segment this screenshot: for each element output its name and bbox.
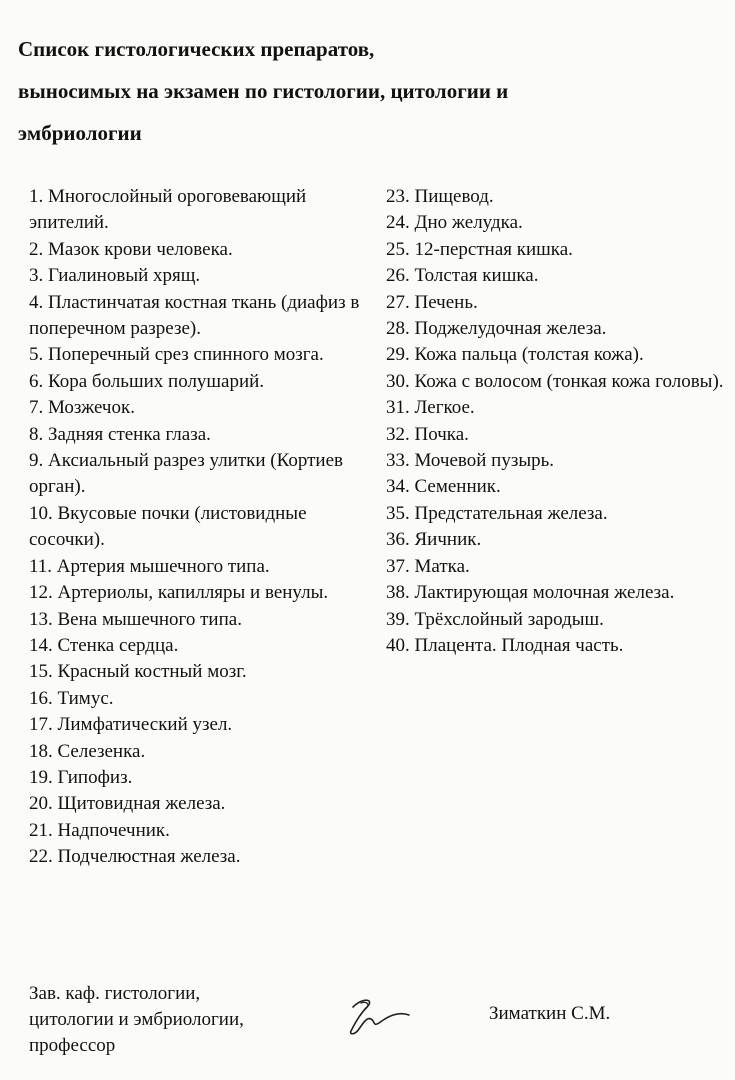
- position-line-2: цитологии и эмбриологии,: [29, 1009, 244, 1030]
- list-item: 9. Аксиальный разрез улитки (Кортиев орган).: [29, 450, 343, 498]
- title-line-3: эмбриологии: [18, 121, 142, 145]
- list-item: 26. Толстая кишка.: [386, 265, 539, 287]
- list-item: 30. Кожа с волосом (тонкая кожа головы).: [386, 370, 724, 392]
- list-item: 21. Надпочечник.: [29, 819, 170, 841]
- document-title: [18, 28, 708, 154]
- list-item: 7. Мозжечок.: [29, 397, 135, 419]
- list-item: 5. Поперечный срез спинного мозга.: [29, 344, 324, 366]
- list-item: 39. Трёхслойный зародыш.: [386, 608, 604, 630]
- list-item: 24. Дно желудка.: [386, 212, 523, 234]
- list-item: 36. Яичник.: [386, 529, 482, 551]
- list-item: 27. Печень.: [386, 291, 478, 313]
- signature-icon: [345, 993, 415, 1037]
- signatory-position: [29, 981, 299, 1059]
- position-line-1: Зав. каф. гистологии,: [29, 983, 201, 1004]
- list-item: 16. Тимус.: [29, 687, 114, 709]
- list-item: 20. Щитовидная железа.: [29, 793, 226, 815]
- title-line-2: выносимых на экзамен по гистологии, цитологии и: [18, 79, 509, 103]
- specimen-list-left: [29, 184, 374, 871]
- list-item: 15. Красный костный мозг.: [29, 661, 247, 683]
- list-item: 3. Гиалиновый хрящ.: [29, 265, 201, 287]
- list-item: 35. Предстательная железа.: [386, 502, 608, 524]
- signatory-name: Зиматкин С.М.: [489, 1003, 611, 1024]
- list-item: 28. Поджелудочная железа.: [386, 318, 607, 340]
- title-line-1: Список гистологических препаратов,: [18, 37, 375, 61]
- list-item: 33. Мочевой пузырь.: [386, 450, 555, 472]
- list-item: 23. Пищевод.: [386, 186, 494, 207]
- list-item: 31. Легкое.: [386, 397, 475, 419]
- list-item: 11. Артерия мышечного типа.: [29, 555, 270, 577]
- list-item: 4. Пластинчатая костная ткань (диафиз в поперечном разрезе).: [29, 291, 360, 340]
- list-item: 32. Почка.: [386, 423, 469, 445]
- list-item: 34. Семенник.: [386, 476, 501, 498]
- list-item: 14. Стенка сердца.: [29, 634, 179, 656]
- list-item: 17. Лимфатический узел.: [29, 714, 233, 736]
- list-item: 38. Лактирующая молочная железа.: [386, 582, 675, 604]
- list-item: 18. Селезенка.: [29, 740, 146, 762]
- list-item: 22. Подчелюстная железа.: [29, 846, 241, 868]
- list-item: 13. Вена мышечного типа.: [29, 608, 242, 630]
- list-item: 40. Плацента. Плодная часть.: [386, 634, 624, 656]
- list-item: 29. Кожа пальца (толстая кожа).: [386, 344, 644, 366]
- list-item: 19. Гипофиз.: [29, 766, 133, 788]
- specimen-list-right: [386, 184, 726, 659]
- list-item: 1. Многослойный ороговевающий эпителий.: [29, 186, 307, 234]
- list-item: 25. 12-перстная кишка.: [386, 238, 573, 260]
- list-item: 37. Матка.: [386, 555, 470, 577]
- list-item: 8. Задняя стенка глаза.: [29, 423, 211, 445]
- list-item: 10. Вкусовые почки (листовидные сосочки).: [29, 502, 307, 551]
- list-item: 6. Кора больших полушарий.: [29, 370, 265, 392]
- position-line-3: профессор: [29, 1035, 116, 1056]
- list-item: 2. Мазок крови человека.: [29, 238, 233, 260]
- list-item: 12. Артериолы, капилляры и венулы.: [29, 582, 329, 604]
